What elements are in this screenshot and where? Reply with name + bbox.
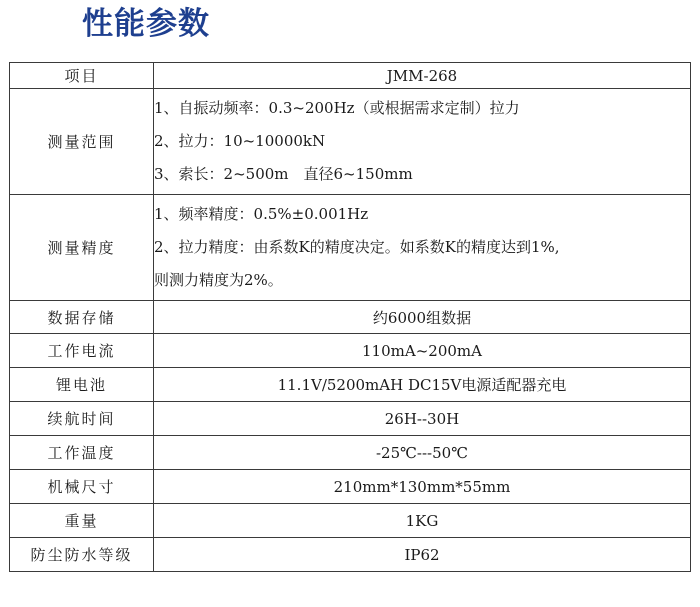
label-data-storage: 数据存储 xyxy=(10,301,154,334)
label-measure-range: 测量范围 xyxy=(10,89,154,195)
row-working-temp xyxy=(10,436,691,470)
label-working-temp: 工作温度 xyxy=(10,436,154,470)
value-working-temp: -25℃---50℃ xyxy=(154,436,691,470)
precision-line-1: 1、频率精度：0.5%±0.001Hz xyxy=(154,205,369,223)
label-endurance: 续航时间 xyxy=(10,402,154,436)
value-measure-range xyxy=(154,89,691,195)
measure-range-line-1: 1、自振动频率：0.3~200Hz（或根据需求定制）拉力 xyxy=(154,99,520,117)
row-data-storage xyxy=(10,301,691,334)
page-title: 性能参数 xyxy=(82,6,210,42)
precision-line-3: 则测力精度为2%。 xyxy=(154,271,283,289)
label-precision: 测量精度 xyxy=(10,195,154,301)
value-dimensions: 210mm*130mm*55mm xyxy=(154,470,691,504)
value-data-storage: 约6000组数据 xyxy=(154,301,691,334)
row-working-current xyxy=(10,334,691,368)
row-dimensions xyxy=(10,470,691,504)
value-weight: 1KG xyxy=(154,504,691,538)
row-measure-range xyxy=(10,89,691,195)
row-endurance xyxy=(10,402,691,436)
header-label: 项目 xyxy=(10,63,154,89)
value-precision xyxy=(154,195,691,301)
row-battery xyxy=(10,368,691,402)
label-protection-level: 防尘防水等级 xyxy=(10,538,154,572)
precision-line-2: 2、拉力精度：由系数K的精度决定。如系数K的精度达到1%, xyxy=(154,238,560,256)
label-working-current: 工作电流 xyxy=(10,334,154,368)
row-precision xyxy=(10,195,691,301)
value-battery: 11.1V/5200mAH DC15V电源适配器充电 xyxy=(154,368,691,402)
spec-table xyxy=(9,62,691,572)
label-weight: 重量 xyxy=(10,504,154,538)
value-protection-level: IP62 xyxy=(154,538,691,572)
header-model: JMM-268 xyxy=(154,63,691,89)
row-protection-level xyxy=(10,538,691,572)
label-battery: 锂电池 xyxy=(10,368,154,402)
table-header-row xyxy=(10,63,691,89)
measure-range-line-3: 3、索长：2~500m 直径6~150mm xyxy=(154,165,413,183)
value-working-current: 110mA~200mA xyxy=(154,334,691,368)
label-dimensions: 机械尺寸 xyxy=(10,470,154,504)
row-weight xyxy=(10,504,691,538)
value-endurance: 26H--30H xyxy=(154,402,691,436)
measure-range-line-2: 2、拉力：10~10000kN xyxy=(154,132,326,150)
